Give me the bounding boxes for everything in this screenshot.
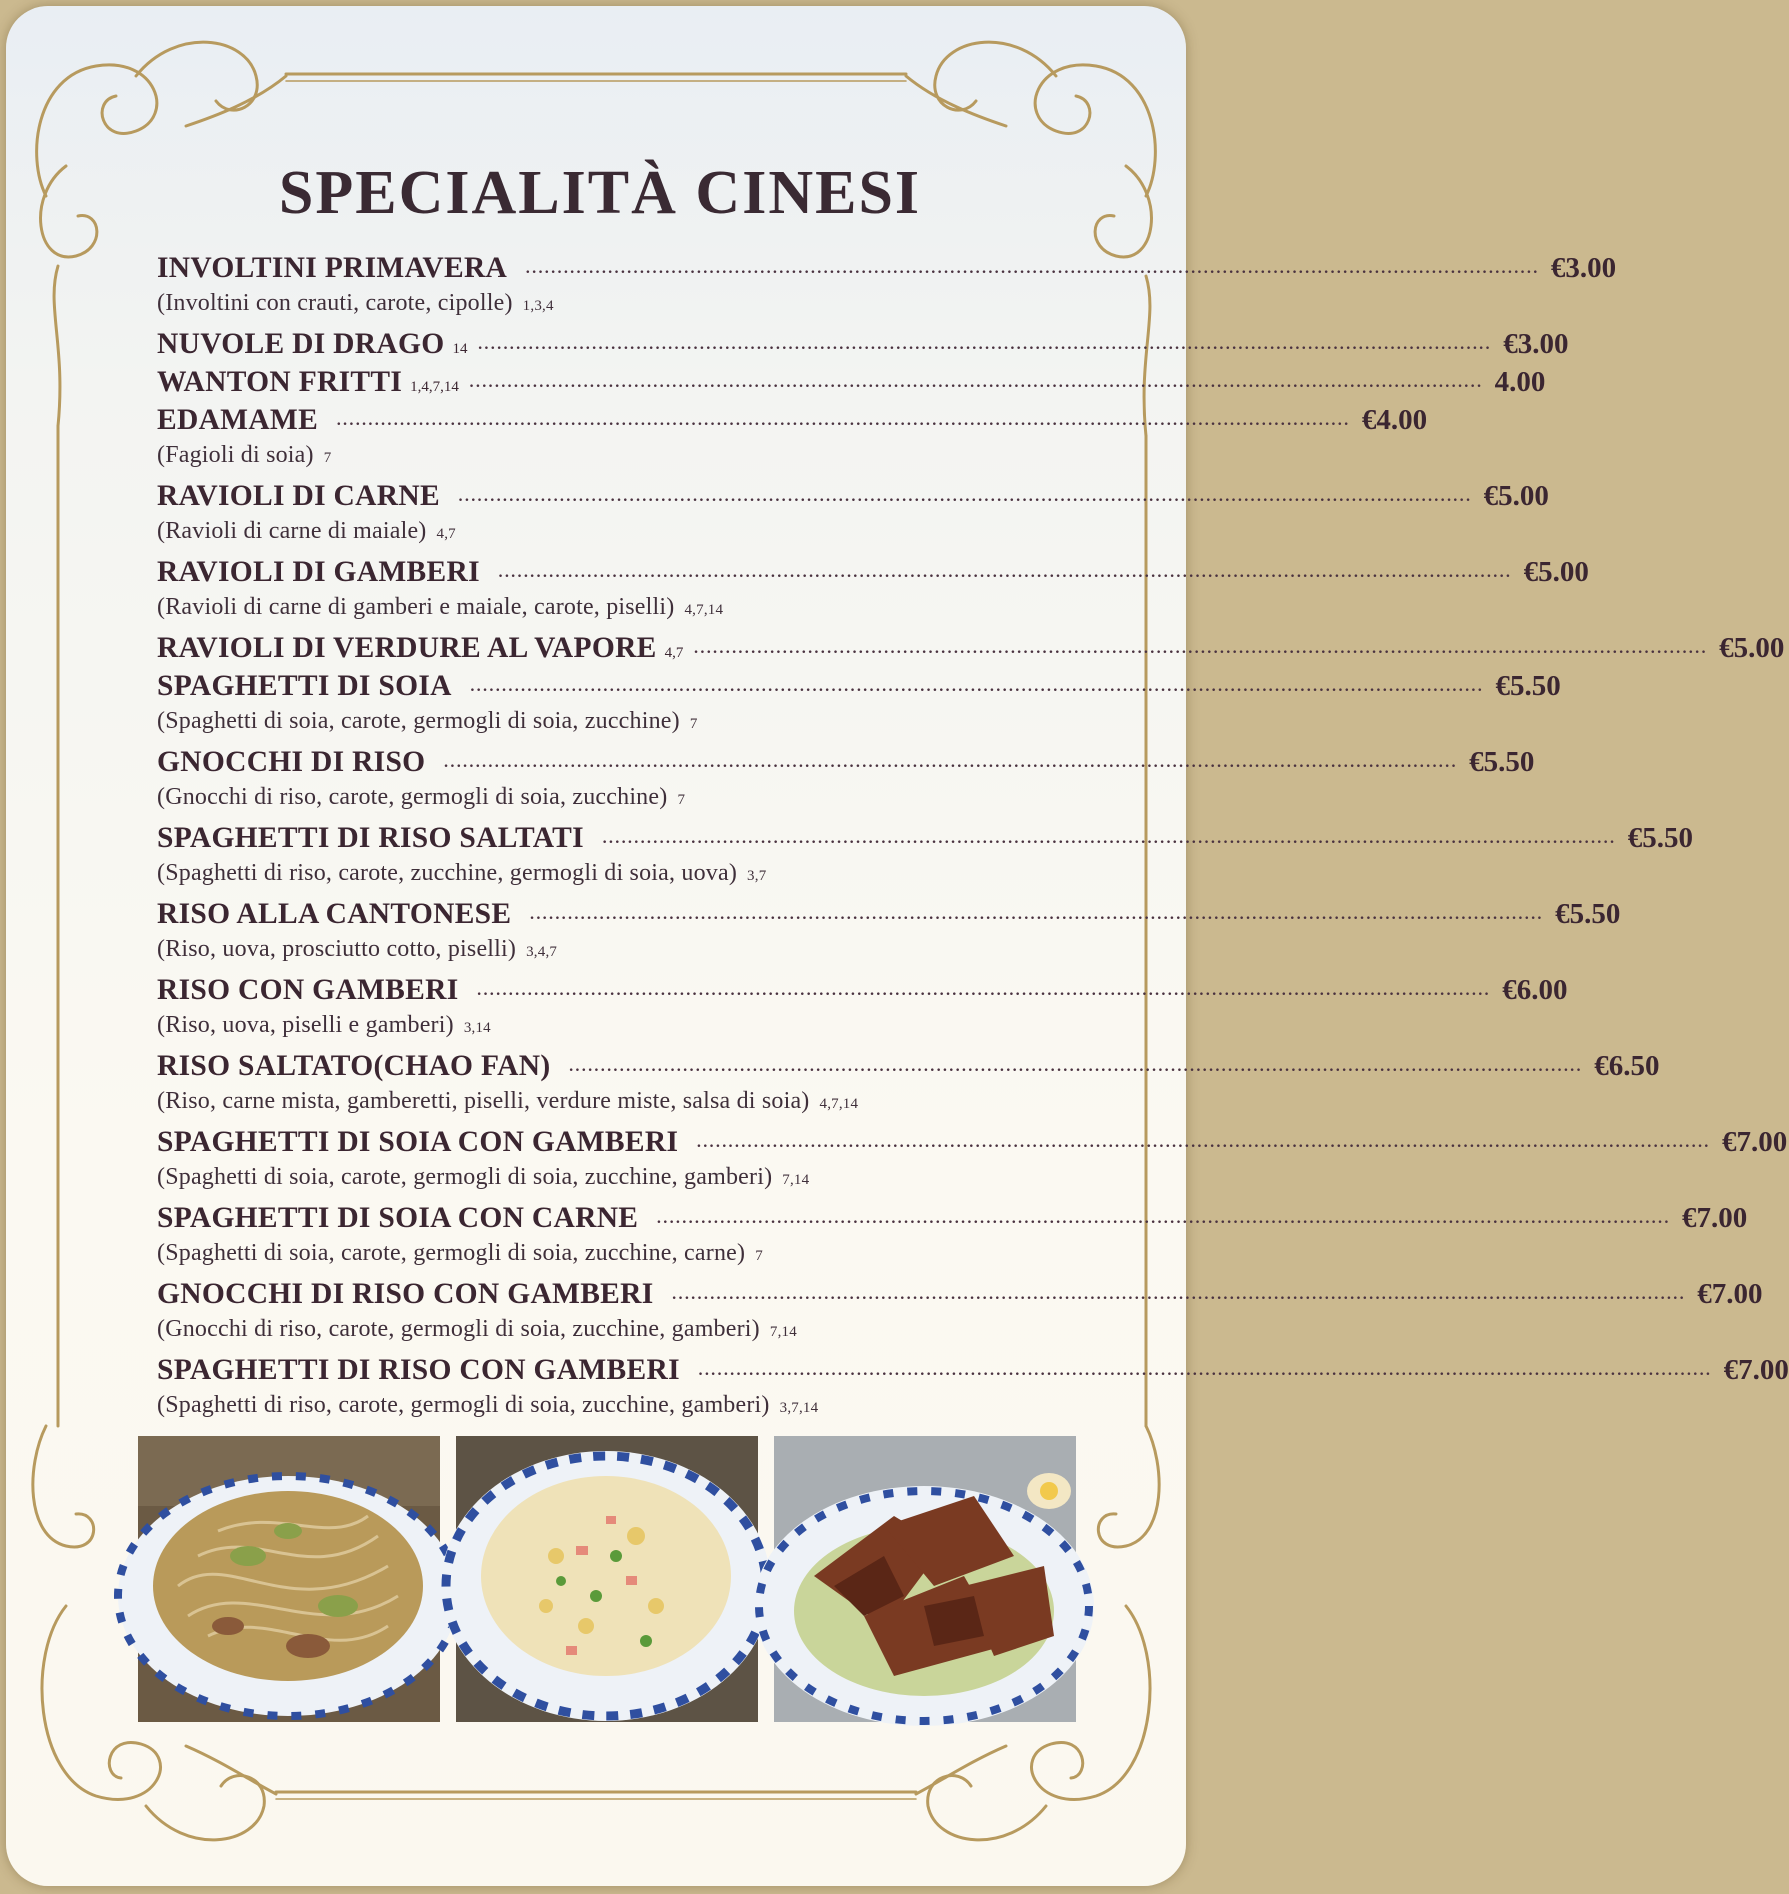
item-price: 5.50: [1483, 746, 1535, 778]
menu-item: [157, 366, 1546, 404]
menu-item: [157, 1278, 1763, 1316]
item-description-line: [157, 1164, 1045, 1202]
item-description-line: [157, 1316, 1045, 1354]
dot-leader: ································································································································································: [477, 340, 1492, 357]
item-name: RISO ALLA CANTONESE: [157, 898, 512, 930]
menu-item: [157, 974, 1568, 1012]
currency-symbol: €: [1495, 670, 1510, 702]
item-description: (Spaghetti di soia, carote, germogli di soia, zucchine, gamberi): [157, 1164, 773, 1190]
currency-symbol: €: [1721, 1126, 1737, 1158]
menu-item: [157, 632, 1785, 670]
menu-item: [157, 556, 1589, 594]
menu-item: [157, 670, 1561, 708]
dot-leader: ································································································································································: [476, 986, 1491, 1003]
currency-symbol: €: [1682, 1202, 1697, 1234]
dot-leader: ································································································································································: [693, 644, 1708, 661]
item-name: RAVIOLI DI CARNE: [157, 480, 440, 512]
item-name: RISO SALTATO(CHAO FAN): [157, 1050, 551, 1082]
item-name: SPAGHETTI DI SOIA: [157, 670, 452, 702]
currency-symbol: €: [1483, 480, 1499, 512]
currency-symbol: €: [1719, 632, 1734, 664]
item-price: 7.00: [1736, 1126, 1788, 1158]
menu-item: [157, 1050, 1660, 1088]
dot-leader: ································································································································································: [336, 416, 1350, 433]
item-description-line: [157, 290, 1045, 328]
description-allergens: 4,7,14: [684, 602, 724, 618]
item-name: SPAGHETTI DI SOIA CON CARNE: [157, 1202, 639, 1234]
item-description: (Fagioli di soia): [157, 442, 314, 468]
item-description-line: [157, 442, 1045, 480]
item-name: EDAMAME: [157, 404, 319, 436]
menu-item: [157, 822, 1693, 860]
description-allergens: 7: [323, 450, 332, 466]
dot-leader: ································································································································································: [656, 1214, 1671, 1231]
menu-item: [157, 898, 1621, 936]
dot-leader: ································································································································································: [457, 492, 1472, 509]
item-name: RAVIOLI DI VERDURE AL VAPORE: [157, 632, 657, 664]
description-allergens: 3,7: [747, 868, 767, 884]
page-title: SPECIALITÀ CINESI: [278, 159, 922, 227]
item-name: INVOLTINI PRIMAVERA: [157, 252, 508, 284]
item-price: 6.50: [1608, 1050, 1660, 1082]
dot-leader: ································································································································································: [443, 758, 1458, 775]
menu-item: [157, 404, 1428, 442]
item-description-line: [157, 1392, 1045, 1430]
item-allergens: 1,4,7,14: [410, 379, 459, 395]
currency-symbol: €: [1361, 404, 1377, 436]
item-price: 5.00: [1498, 480, 1549, 512]
description-allergens: 1,3,4: [522, 298, 554, 314]
item-description: (Spaghetti di soia, carote, germogli di soia, zucchine, carne): [157, 1240, 746, 1266]
item-name: SPAGHETTI DI SOIA CON GAMBERI: [157, 1126, 679, 1158]
item-description-line: [157, 860, 1045, 898]
item-description-line: [157, 1012, 1045, 1050]
item-description: (Riso, uova, piselli e gamberi): [157, 1012, 454, 1038]
dot-leader: ································································································································································: [497, 568, 1512, 585]
item-description-line: [157, 1088, 1045, 1126]
currency-symbol: €: [1697, 1278, 1712, 1310]
description-allergens: 7,14: [769, 1324, 797, 1340]
dot-leader: ································································································································································: [601, 834, 1616, 851]
item-name: NUVOLE DI DRAGO: [157, 328, 445, 360]
menu-item: [157, 1354, 1789, 1392]
item-name: GNOCCHI DI RISO CON GAMBERI: [157, 1278, 654, 1310]
item-price: 4.00: [1494, 366, 1546, 398]
item-allergens: 14: [452, 341, 468, 357]
item-name: RISO CON GAMBERI: [157, 974, 459, 1006]
dot-leader: ································································································································································: [468, 378, 1483, 395]
item-price: 7.00: [1711, 1278, 1763, 1310]
item-description-line: [157, 1240, 1045, 1278]
noodles-photo: [138, 1436, 440, 1722]
fried-rice-photo: [456, 1436, 758, 1722]
menu-list: [157, 252, 1789, 1430]
item-name: GNOCCHI DI RISO: [157, 746, 426, 778]
item-description: (Ravioli di carne di gamberi e maiale, carote, piselli): [157, 594, 675, 620]
description-allergens: 3,7,14: [779, 1400, 819, 1416]
item-description: (Involtini con crauti, carote, cipolle): [157, 290, 513, 316]
item-price: 7.00: [1696, 1202, 1748, 1234]
currency-symbol: €: [1627, 822, 1643, 854]
item-price: 7.00: [1738, 1354, 1789, 1386]
item-price: 5.50: [1569, 898, 1621, 930]
dot-leader: ································································································································································: [525, 264, 1539, 281]
menu-item: [157, 1126, 1788, 1164]
item-price: 4.00: [1376, 404, 1428, 436]
item-description-line: [157, 708, 1045, 746]
item-description: (Spaghetti di riso, carote, zucchine, germogli di soia, uova): [157, 860, 738, 886]
dot-leader: ································································································································································: [529, 910, 1544, 927]
item-price: 5.50: [1642, 822, 1693, 854]
fried-meat-photo: [774, 1436, 1076, 1722]
item-price: 3.00: [1565, 252, 1617, 284]
dot-leader: ································································································································································: [671, 1290, 1686, 1307]
item-price: 6.00: [1516, 974, 1568, 1006]
currency-symbol: €: [1469, 746, 1484, 778]
currency-symbol: €: [1723, 1354, 1739, 1386]
description-allergens: 4,7,14: [819, 1096, 859, 1112]
item-description: (Spaghetti di soia, carote, germogli di soia, zucchine): [157, 708, 680, 734]
description-allergens: 7: [689, 716, 698, 732]
currency-symbol: €: [1523, 556, 1539, 588]
description-allergens: 7: [677, 792, 686, 808]
item-description-line: [157, 784, 1045, 822]
item-description: (Riso, carne mista, gamberetti, piselli, verdure miste, salsa di soia): [157, 1088, 810, 1114]
item-description: (Gnocchi di riso, carote, germogli di soia, zucchine): [157, 784, 668, 810]
item-description-line: [157, 936, 1045, 974]
item-price: 3.00: [1517, 328, 1569, 360]
item-description-line: [157, 594, 1045, 632]
item-description: (Spaghetti di riso, carote, germogli di soia, zucchine, gamberi): [157, 1392, 770, 1418]
currency-symbol: €: [1550, 252, 1566, 284]
currency-symbol: €: [1502, 974, 1517, 1006]
item-description: (Riso, uova, prosciutto cotto, piselli): [157, 936, 517, 962]
description-allergens: 3,4,7: [526, 944, 558, 960]
currency-symbol: €: [1503, 328, 1518, 360]
menu-item: [157, 746, 1535, 784]
description-allergens: 7,14: [782, 1172, 810, 1188]
item-description: (Ravioli di carne di maiale): [157, 518, 427, 544]
menu-item: [157, 480, 1549, 518]
dot-leader: ································································································································································: [696, 1138, 1710, 1155]
description-allergens: 7: [755, 1248, 763, 1264]
item-name: SPAGHETTI DI RISO CON GAMBERI: [157, 1354, 680, 1386]
item-name: SPAGHETTI DI RISO SALTATI: [157, 822, 584, 854]
dot-leader: ································································································································································: [697, 1366, 1712, 1383]
item-price: 5.50: [1509, 670, 1561, 702]
description-allergens: 3,14: [463, 1020, 491, 1036]
currency-symbol: €: [1555, 898, 1570, 930]
item-description-line: [157, 518, 1045, 556]
description-allergens: 4,7: [436, 526, 456, 542]
item-price: 5.00: [1538, 556, 1589, 588]
item-allergens: 4,7: [664, 645, 684, 661]
item-name: RAVIOLI DI GAMBERI: [157, 556, 480, 588]
dot-leader: ································································································································································: [568, 1062, 1583, 1079]
menu-item: [157, 328, 1569, 366]
item-name: WANTON FRITTI: [157, 366, 403, 398]
item-price: 5.00: [1733, 632, 1785, 664]
menu-item: [157, 1202, 1748, 1240]
currency-symbol: €: [1594, 1050, 1609, 1082]
menu-item: [157, 252, 1617, 290]
dot-leader: ································································································································································: [469, 682, 1484, 699]
item-description: (Gnocchi di riso, carote, germogli di soia, zucchine, gamberi): [157, 1316, 760, 1342]
